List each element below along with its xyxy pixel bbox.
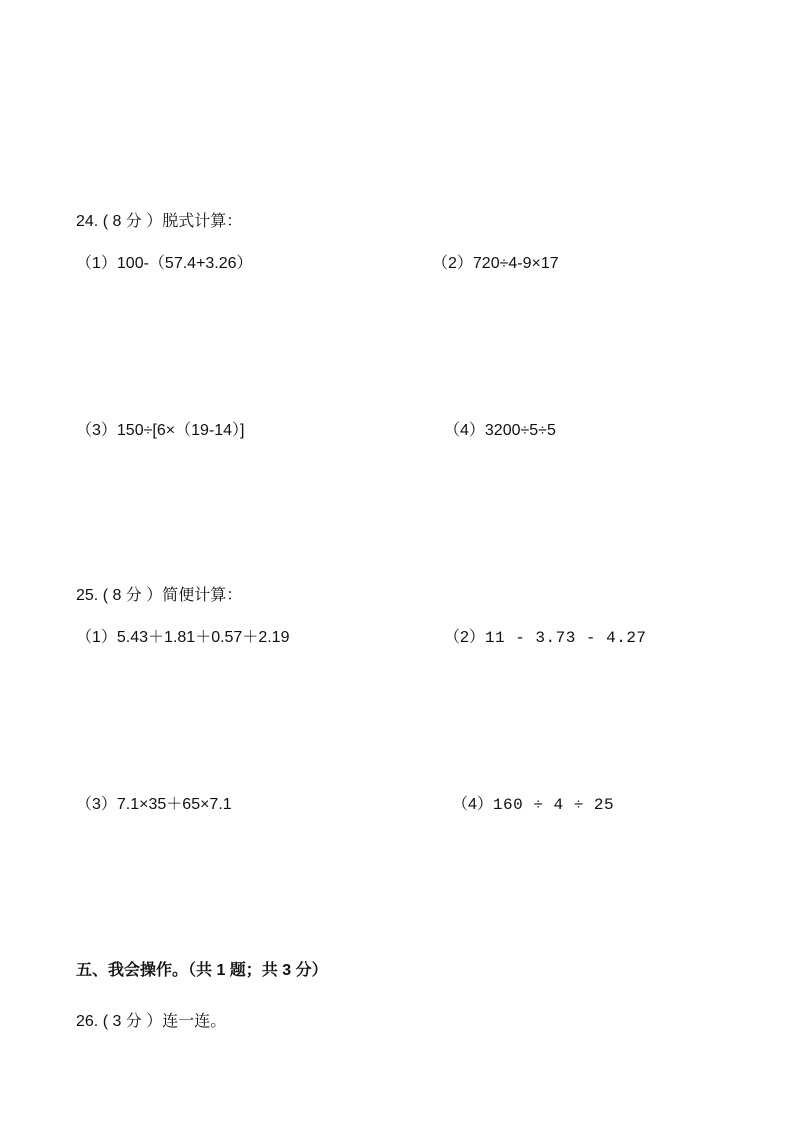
q24-item-2: （2）720÷4-9×17 — [432, 255, 559, 272]
q25-item-2-expr: 11 - 3.73 - 4.27 — [484, 629, 647, 647]
q25-item-2-label: （2） — [444, 629, 485, 646]
q25-item-1 — [76, 628, 289, 648]
question-24-header: 24. ( 8 分 ）脱式计算： — [76, 213, 243, 230]
q25-item-4 — [452, 795, 614, 815]
section-5-title: 五、我会操作。（共 1 题；共 3 分） — [76, 962, 328, 979]
q25-item-2 — [444, 628, 647, 648]
question-25-header: 25. ( 8 分 ）简便计算： — [76, 587, 243, 604]
q25-item-3-expr: 7.1×35＋65×7.1 — [116, 796, 232, 813]
question-26-header: 26. ( 3 分 ）连一连。 — [76, 1013, 227, 1030]
q25-item-3 — [76, 795, 232, 815]
q25-item-4-expr: 160 ÷ 4 ÷ 25 — [492, 796, 615, 814]
q25-item-4-label: （4） — [452, 796, 493, 813]
q25-item-1-label: （1） — [76, 629, 117, 646]
q25-item-1-expr: 5.43＋1.81＋0.57＋2.19 — [116, 629, 290, 646]
q24-item-4: （4）3200÷5÷5 — [444, 422, 556, 439]
q24-item-3: （3）150÷[6×（19-14）] — [76, 422, 245, 439]
q24-item-1: （1）100-（57.4+3.26） — [76, 255, 253, 272]
q25-item-3-label: （3） — [76, 796, 117, 813]
